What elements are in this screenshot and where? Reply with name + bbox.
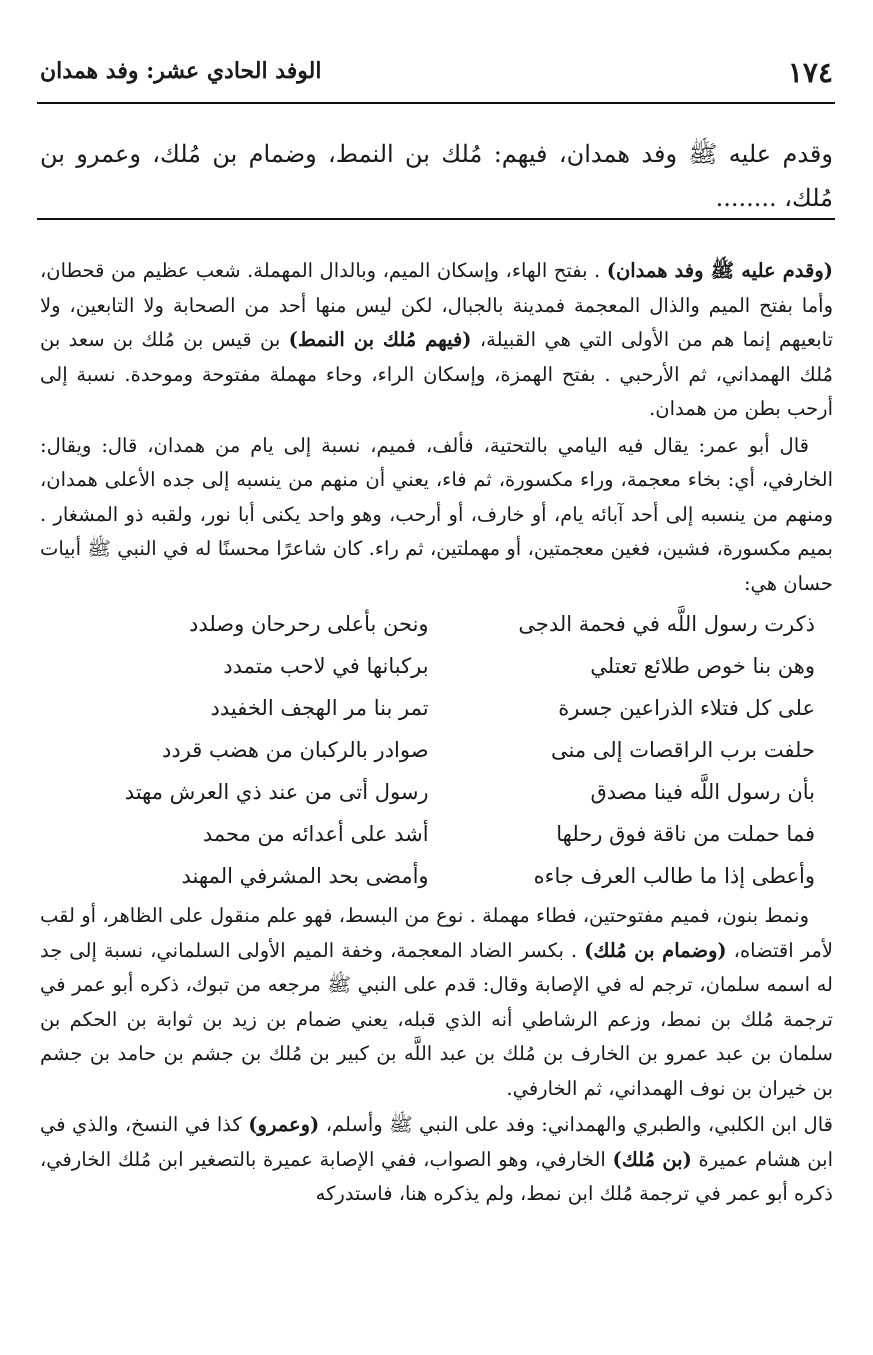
verse-first-hemistich: وهن بنا خوص طلائع تعتلي [590, 654, 815, 678]
verse-second-hemistich: أشد على أعدائه من محمد [202, 822, 429, 846]
running-title: الوفد الحادي عشر: وفد همدان [40, 58, 322, 84]
verse-second-hemistich: بركبانها في لاحب متمدد [223, 654, 429, 678]
commentary-paragraph-4: قال ابن الكلبي، والطبري والهمداني: وفد على النبي ﷺ وأسلم، (وعمرو) كذا في النسخ، والذي في ابن هشام عميرة (بن مُلك) الخارفي، وهو الصواب، ففي الإصابة عميرة بالتصغير ابن مُلك الخارفي، ذكره أبو عمر في ترجمة مُلك ابن نمط، ولم يذكره هنا، فاستدركه [40, 1113, 833, 1205]
commentary-paragraph-1: (وقدم عليه ﷺ وفد همدان) . بفتح الهاء، وإسكان الميم، وبالدال المهملة. شعب عظيم من قحطان، وأما بفتح الميم والذال المعجمة فمدينة بالجبال، لكن ليس منها أحد من الصحابة ولا التابعين، ولا تابعيهم إنما هم من الأولى التي هي القبيلة، (فيهم مُلك بن النمط) بن قيس بن مُلك بن سعد بن مُلك الهمداني، ثم الأرحبي . بفتح الهمزة، وإسكان الراء، وحاء مهملة مفتوحة وموحدة. نسبة إلى أرحب بطن من همدان. [40, 259, 834, 420]
verse-second-hemistich: وأمضى بحد المشرفي المهند [181, 864, 429, 888]
poem-verse [40, 603, 833, 645]
verse-first-hemistich: ذكرت رسول اللَّه في فحمة الدجى [518, 612, 815, 636]
quoted-lemma: (وضمام بن مُلك) [584, 938, 727, 962]
verse-first-hemistich: حلفت برب الراقصات إلى منى [551, 738, 815, 762]
verse-first-hemistich: فما حملت من ناقة فوق رحلها [556, 822, 815, 846]
verse-second-hemistich: رسول أتى من عند ذي العرش مهتد [124, 780, 429, 804]
main-text-body: وقدم عليه ﷺ وفد همدان، فيهم: مُلك بن النمط، وضمام بن مُلك، وعمرو بن مُلك، ........ [40, 140, 833, 212]
verse-first-hemistich: وأعطى إذا ما طالب العرف جاءه [533, 864, 815, 888]
verse-first-hemistich: بأن رسول اللَّه فينا مصدق [590, 780, 815, 804]
header-rule [37, 102, 835, 104]
poem-verse [40, 645, 833, 687]
page-number: ١٧٤ [787, 56, 833, 89]
poem-verse [40, 687, 833, 729]
poem-verse [40, 729, 833, 771]
poem [40, 603, 833, 897]
page-header [40, 56, 833, 96]
quoted-lemma: (بن مُلك) [612, 1147, 692, 1171]
main-text [40, 132, 833, 220]
verse-first-hemistich: على كل فتلاء الذراعين جسرة [558, 696, 815, 720]
verse-second-hemistich: تمر بنا مر الهجف الخفيدد [210, 696, 429, 720]
commentary-paragraph-2: قال أبو عمر: يقال فيه اليامي بالتحتية، فألف، فميم، نسبة إلى يام من همدان، قال: ويقال: الخارفي، أي: بخاء معجمة، وراء مكسورة، ثم فاء، يعني أن منهم من ينسبه إلى جده الأعلى همدان، ومنهم من ينسبه إلى أحد آبائه يام، أو خارف، أو أرحب، وهو واحد يكنى أبا نور، ولقبه ذو المشغار . بميم مكسورة، فشين، فغين معجمتين، أو مهملتين، ثم راء. كان شاعرًا محسنًا له في النبي ﷺ أبيات حسان هي: [40, 433, 833, 595]
verse-second-hemistich: ونحن بأعلى رحرحان وصلدد [188, 612, 429, 636]
poem-verse [40, 771, 833, 813]
quoted-lemma: (وقدم عليه ﷺ وفد همدان) [606, 259, 834, 282]
quoted-lemma: (وعمرو) [248, 1113, 320, 1136]
verse-second-hemistich: صوادر بالركبان من هضب قردد [162, 738, 429, 762]
commentary-paragraph-3: ونمط بنون، فميم مفتوحتين، فطاء مهملة . نوع من البسط، فهو علم منقول على الظاهر، أو لقب لأمر اقتضاه، (وضمام بن مُلك) . بكسر الضاد المعجمة، وخفة الميم الأولى السلماني، نسبة إلى جد له اسمه سلمان، ترجم له في الإصابة وقال: قدم على النبي ﷺ مرجعه من تبوك، ذكره أبو عمر في ترجمة مُلك بن نمط، وزعم الرشاطي أنه الذي قبله، يعني ضمام بن زيد بن ثوابة بن الحكم بن سلمان بن عبد عمرو بن الخارف بن مُلك بن عبد اللَّه بن كبير بن مُلك بن جشم بن حامد بن جشم بن خيران بن نوف الهمداني، ثم الخارفي. [40, 904, 833, 1100]
poem-verse [40, 813, 833, 855]
commentary [40, 254, 833, 1214]
main-text-rule [37, 218, 835, 220]
quoted-lemma: (فيهم مُلك بن النمط) [288, 328, 472, 351]
poem-verse [40, 855, 833, 897]
